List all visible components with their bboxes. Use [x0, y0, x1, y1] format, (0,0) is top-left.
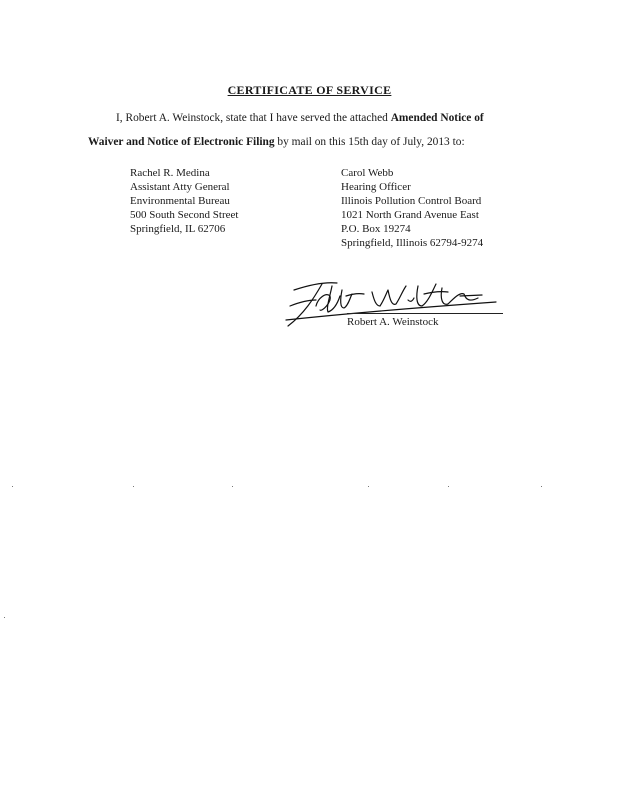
statement-bold-1: Amended Notice of [390, 112, 484, 124]
recipient-address-left [130, 166, 238, 236]
address-line: Environmental Bureau [130, 195, 230, 207]
signature-line [347, 313, 503, 314]
statement-suffix: by mail on this 15th day of July, 2013 to: [274, 136, 465, 148]
scan-speck [448, 486, 449, 487]
recipient-address-right [341, 166, 483, 250]
address-line: Illinois Pollution Control Board [341, 195, 482, 207]
statement-prefix: I, Robert A. Weinstock, state that I have served the attached [116, 112, 391, 124]
page-title: CERTIFICATE OF SERVICE [227, 83, 392, 97]
address-line: Hearing Officer [341, 181, 411, 193]
signatory-name: Robert A. Weinstock [347, 316, 439, 328]
address-line: Rachel R. Medina [130, 167, 210, 179]
address-line: Springfield, Illinois 62794-9274 [341, 237, 484, 249]
address-line: 1021 North Grand Avenue East [341, 209, 479, 221]
service-statement [88, 106, 533, 154]
statement-bold-2: Waiver and Notice of Electronic Filing [88, 136, 275, 148]
address-line: Assistant Atty General [130, 181, 230, 193]
statement-line-2 [88, 136, 465, 148]
address-line: Carol Webb [341, 167, 394, 179]
address-line: P.O. Box 19274 [341, 223, 411, 235]
scan-speck [4, 617, 5, 618]
scan-speck [232, 486, 233, 487]
statement-line-1 [88, 106, 533, 130]
address-line: Springfield, IL 62706 [130, 223, 226, 235]
scan-speck [541, 486, 542, 487]
address-line: 500 South Second Street [130, 209, 239, 221]
scan-speck [12, 486, 13, 487]
scan-speck [368, 486, 369, 487]
scan-speck [133, 486, 134, 487]
